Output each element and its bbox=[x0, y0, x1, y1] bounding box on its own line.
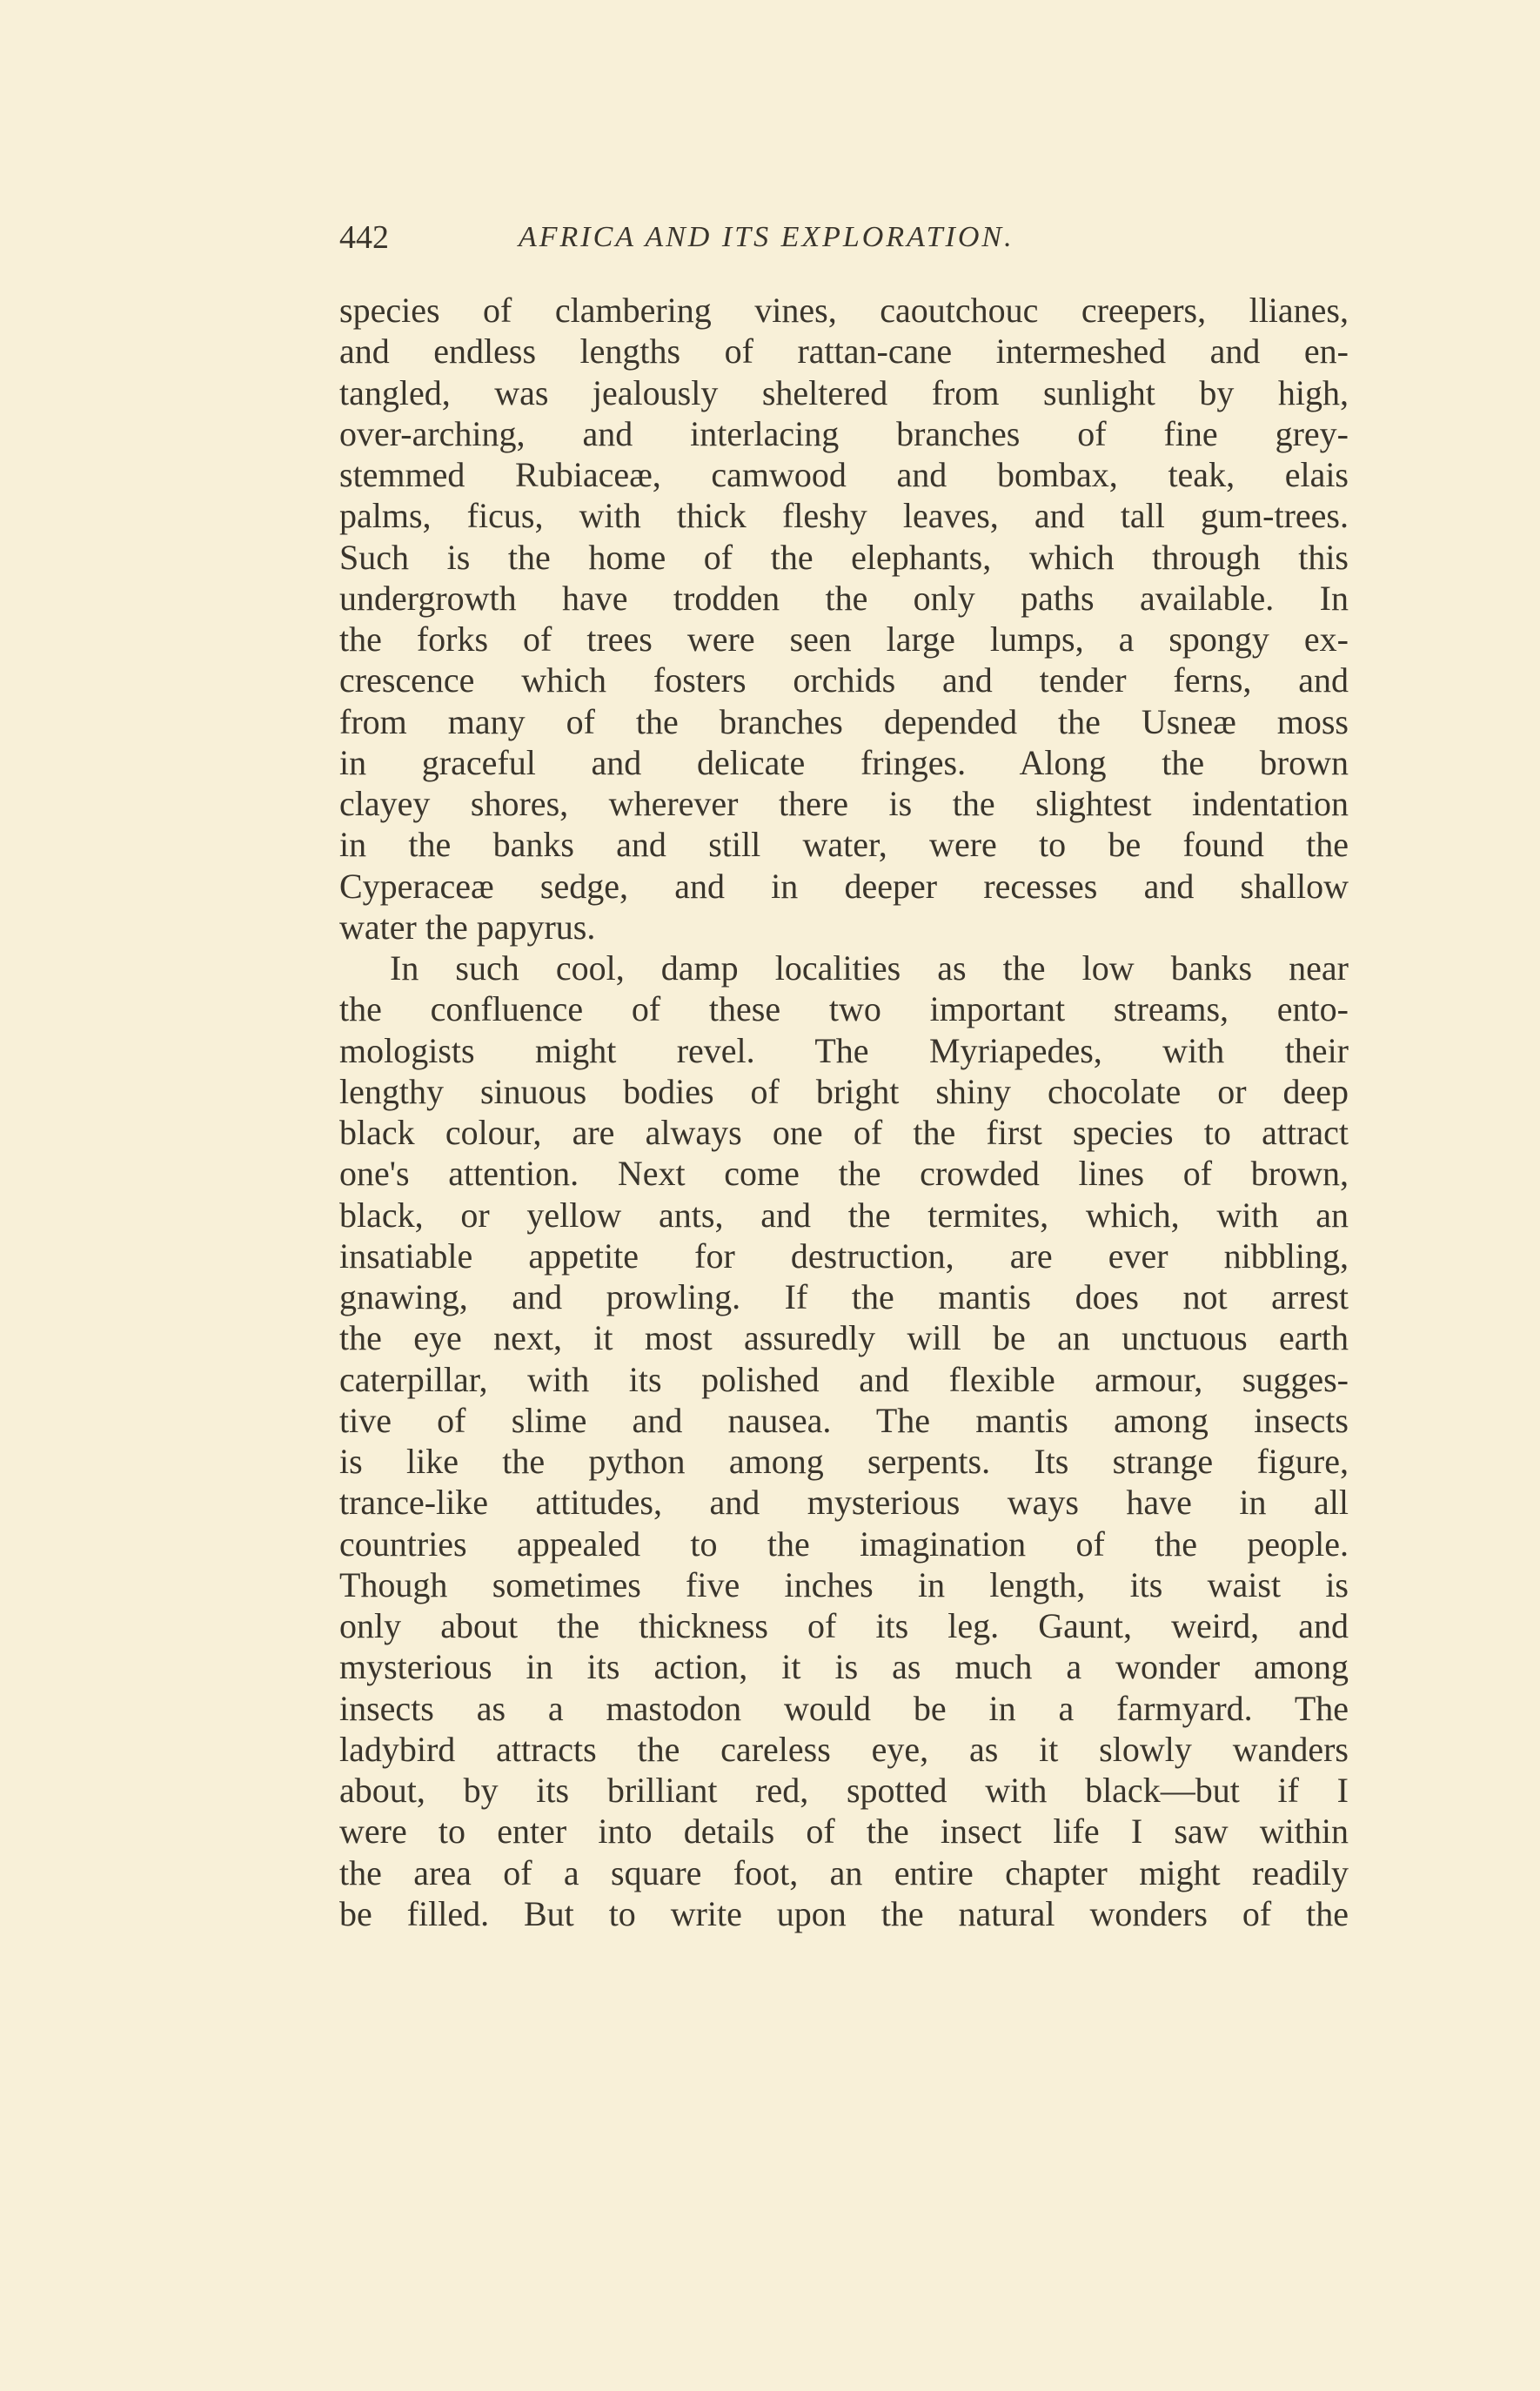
text-line: and endless lengths of rattan-cane intermeshed and en- bbox=[339, 332, 1349, 372]
text-line: countries appealed to the imagination of the people. bbox=[339, 1524, 1349, 1564]
text-line: from many of the branches depended the Usneæ moss bbox=[339, 701, 1349, 741]
body-text bbox=[339, 290, 1349, 1934]
text-line: tangled, was jealously sheltered from sunlight by high, bbox=[339, 372, 1349, 412]
text-line: over-arching, and interlacing branches of fine grey- bbox=[339, 413, 1349, 453]
page-number: 442 bbox=[339, 219, 389, 256]
running-title: AFRICA AND ITS EXPLORATION. bbox=[519, 221, 1014, 253]
text-line: only about the thickness of its leg. Gaunt, weird, and bbox=[339, 1606, 1349, 1645]
text-line: insatiable appetite for destruction, are ever nibbling, bbox=[339, 1236, 1349, 1276]
text-line: undergrowth have trodden the only paths available. In bbox=[339, 578, 1349, 618]
text-line: mologists might revel. The Myriapedes, with their bbox=[339, 1030, 1349, 1070]
text-line: the confluence of these two important streams, ento- bbox=[339, 989, 1349, 1029]
text-line: lengthy sinuous bodies of bright shiny chocolate or deep bbox=[339, 1071, 1349, 1111]
text-line: stemmed Rubiaceæ, camwood and bombax, teak, elais bbox=[339, 455, 1349, 494]
text-line: Though sometimes five inches in length, its waist is bbox=[339, 1564, 1349, 1604]
text-line: black, or yellow ants, and the termites, which, with an bbox=[339, 1195, 1349, 1235]
text-line: mysterious in its action, it is as much a wonder among bbox=[339, 1647, 1349, 1687]
text-line: be filled. But to write upon the natural wonders of the bbox=[339, 1893, 1349, 1933]
text-line: black colour, are always one of the first species to attract bbox=[339, 1113, 1349, 1152]
text-line: one's attention. Next come the crowded lines of brown, bbox=[339, 1154, 1349, 1194]
text-line: were to enter into details of the insect life I saw within bbox=[339, 1812, 1349, 1852]
text-line: clayey shores, wherever there is the slightest indentation bbox=[339, 784, 1349, 823]
text-line: the eye next, it most assuredly will be an unctuous earth bbox=[339, 1318, 1349, 1358]
text-line: water the papyrus. bbox=[339, 907, 596, 947]
text-line: gnawing, and prowling. If the mantis does not arrest bbox=[339, 1277, 1349, 1316]
text-line: is like the python among serpents. Its strange figure, bbox=[339, 1442, 1349, 1481]
text-line: in the banks and still water, were to be found the bbox=[339, 825, 1349, 865]
text-line: crescence which fosters orchids and tender ferns, and bbox=[339, 660, 1349, 700]
text-line: Such is the home of the elephants, which through this bbox=[339, 537, 1349, 577]
text-line: ladybird attracts the careless eye, as it slowly wanders bbox=[339, 1729, 1349, 1769]
text-line: trance-like attitudes, and mysterious ways have in all bbox=[339, 1483, 1349, 1523]
page-header bbox=[339, 216, 1349, 259]
text-line: in graceful and delicate fringes. Along the brown bbox=[339, 742, 1349, 782]
text-line: about, by its brilliant red, spotted with black—but if I bbox=[339, 1771, 1349, 1810]
text-line: species of clambering vines, caoutchouc creepers, llianes, bbox=[339, 291, 1349, 330]
text-line: Cyperaceæ sedge, and in deeper recesses and shallow bbox=[339, 866, 1349, 906]
text-line: In such cool, damp localities as the low banks near bbox=[390, 948, 1349, 988]
text-line: caterpillar, with its polished and flexible armour, sugges- bbox=[339, 1359, 1349, 1399]
text-line: insects as a mastodon would be in a farmyard. The bbox=[339, 1688, 1349, 1728]
text-line: tive of slime and nausea. The mantis among insects bbox=[339, 1400, 1349, 1440]
text-line: the area of a square foot, an entire chapter might readily bbox=[339, 1852, 1349, 1892]
text-line: palms, ficus, with thick fleshy leaves, and tall gum-trees. bbox=[339, 496, 1349, 536]
text-line: the forks of trees were seen large lumps, a spongy ex- bbox=[339, 620, 1349, 659]
